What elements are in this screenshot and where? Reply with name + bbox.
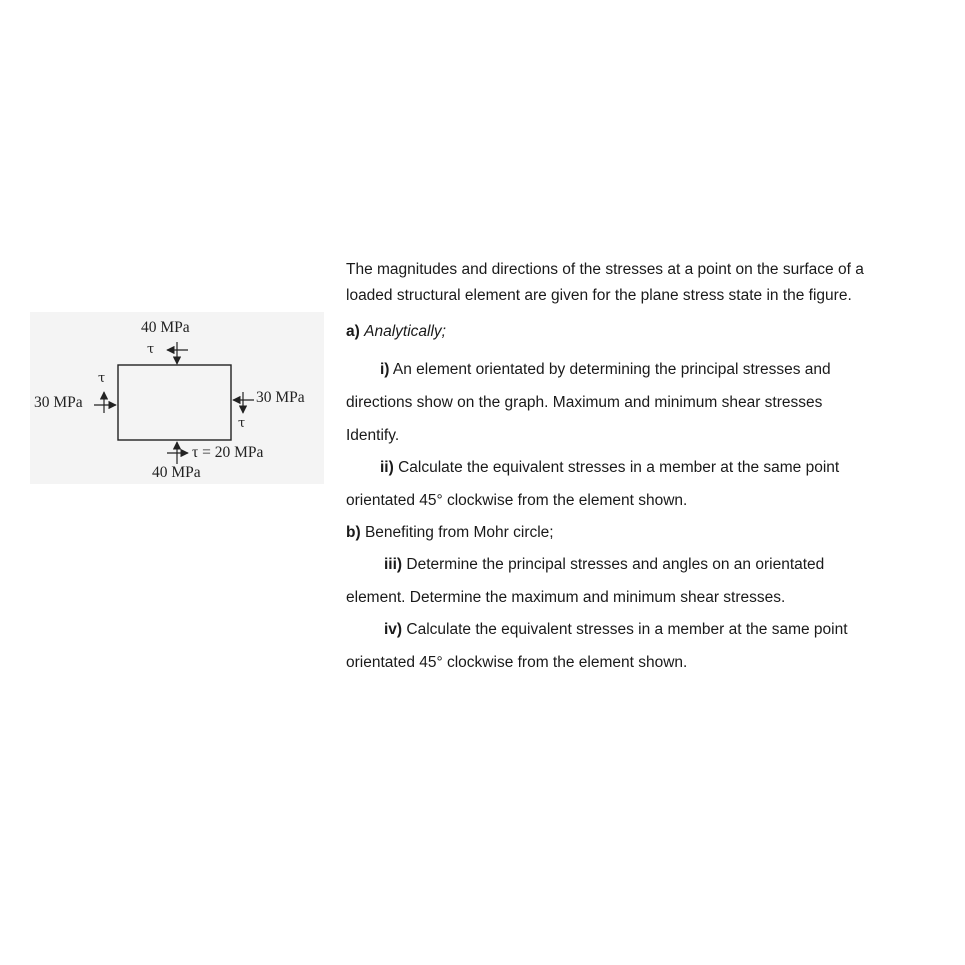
part-a-heading bbox=[346, 324, 446, 340]
item-i-line-1 bbox=[380, 362, 831, 378]
item-iv-line-2: orientated 45° clockwise from the element shown. bbox=[346, 654, 688, 671]
left-normal-stress-label: 30 MPa bbox=[34, 394, 83, 411]
right-normal-stress-label: 30 MPa bbox=[256, 389, 305, 406]
part-b-label: b) bbox=[346, 524, 361, 541]
item-iii-label: iii) bbox=[384, 556, 403, 573]
item-iii-line-2: element. Determine the maximum and minimum shear stresses. bbox=[346, 589, 786, 606]
item-iv-label: iv) bbox=[384, 621, 403, 638]
element-square bbox=[118, 365, 231, 440]
item-i-line-2: directions show on the graph. Maximum and minimum shear stresses bbox=[346, 394, 823, 411]
item-iii-text-1: Determine the principal stresses and angles on an orientated bbox=[406, 556, 825, 573]
item-ii-line-2: orientated 45° clockwise from the element shown. bbox=[346, 492, 688, 509]
bottom-stress-arrows bbox=[167, 442, 188, 464]
part-b-text: Benefiting from Mohr circle; bbox=[364, 524, 554, 541]
intro-line-2: loaded structural element are given for the plane stress state in the figure. bbox=[346, 287, 852, 304]
item-i-text-1: An element orientated by determining the principal stresses and bbox=[392, 361, 831, 378]
top-shear-tau: τ bbox=[147, 342, 155, 357]
right-stress-arrows bbox=[233, 392, 254, 413]
item-iv-line-1 bbox=[384, 622, 848, 638]
item-iii-line-1 bbox=[384, 557, 824, 573]
left-stress-arrows bbox=[94, 392, 116, 413]
part-a-label: a) bbox=[346, 323, 360, 340]
intro-line-1: The magnitudes and directions of the stresses at a point on the surface of a bbox=[346, 261, 864, 278]
part-b-heading bbox=[346, 525, 554, 541]
stress-element-figure bbox=[30, 312, 324, 484]
item-i-line-3: Identify. bbox=[346, 427, 400, 444]
item-iv-text-1: Calculate the equivalent stresses in a member at the same point bbox=[406, 621, 848, 638]
top-stress-arrows bbox=[167, 342, 188, 364]
right-shear-tau: τ bbox=[238, 416, 246, 431]
item-ii-line-1 bbox=[380, 460, 839, 476]
item-ii-text-1: Calculate the equivalent stresses in a member at the same point bbox=[398, 459, 840, 476]
top-normal-stress-label: 40 MPa bbox=[141, 319, 190, 336]
item-i-label: i) bbox=[380, 361, 390, 378]
left-shear-tau: τ bbox=[98, 371, 106, 386]
bottom-normal-stress-label: 40 MPa bbox=[152, 464, 201, 481]
item-ii-label: ii) bbox=[380, 459, 394, 476]
part-a-text: Analytically; bbox=[364, 323, 446, 340]
shear-stress-value-label: τ = 20 MPa bbox=[192, 444, 264, 461]
